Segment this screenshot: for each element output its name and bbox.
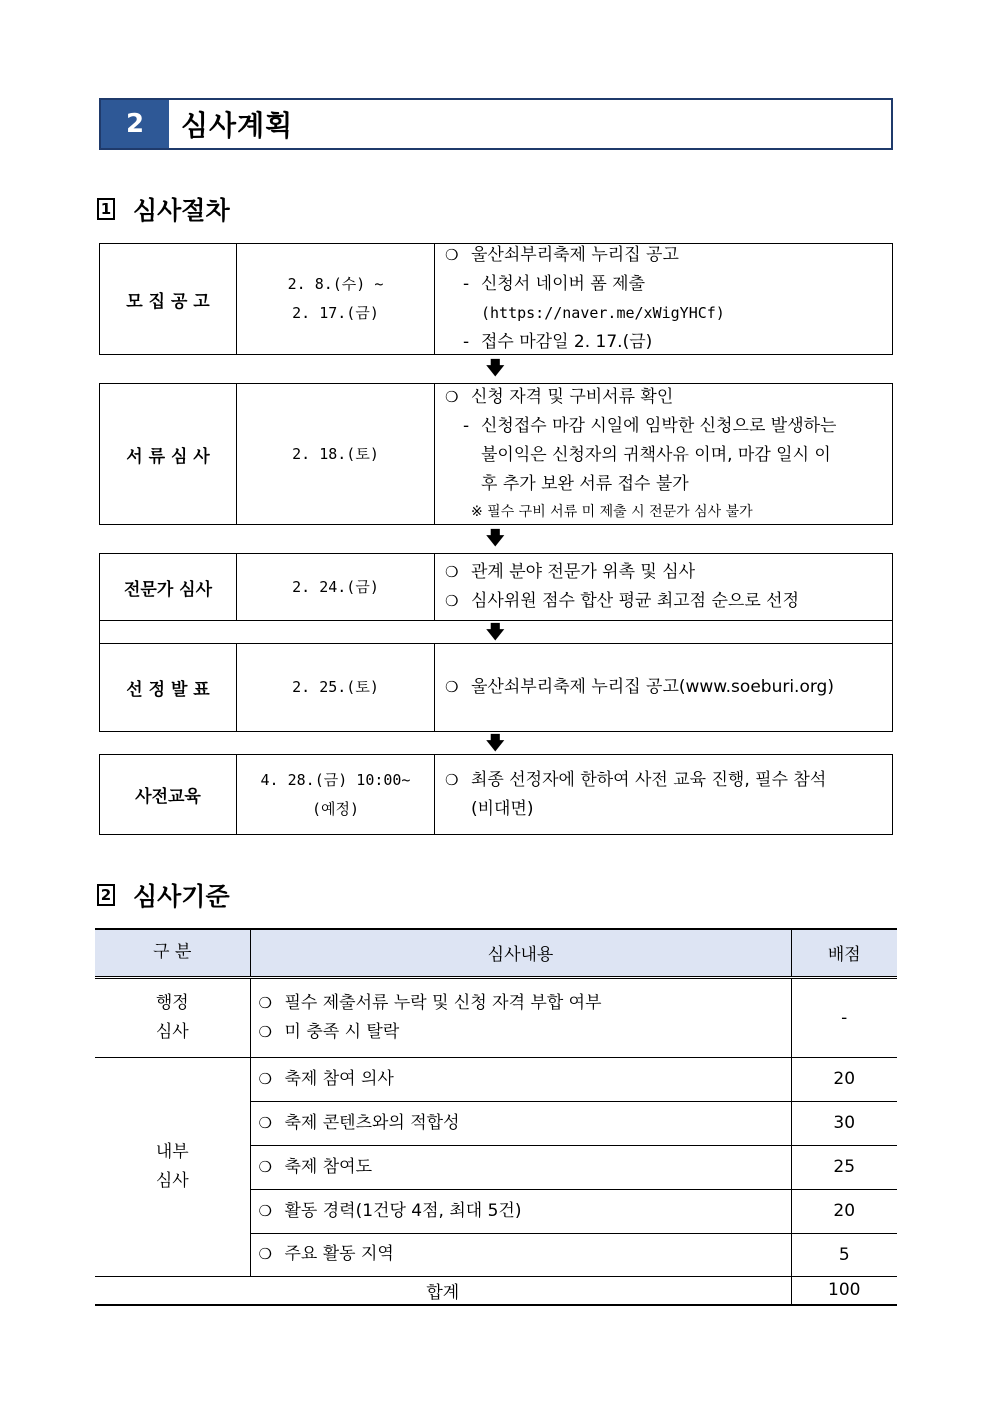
header-content: 심사내용	[250, 929, 791, 977]
heading-number-box: 1	[97, 198, 115, 220]
procedure-heading-text: 심사절차	[133, 196, 230, 225]
circle-bullet-icon: ❍	[445, 592, 459, 610]
procedure-heading	[97, 191, 230, 227]
category-line: 심사	[155, 1170, 189, 1191]
circle-bullet-icon: ❍	[258, 1069, 272, 1088]
score-cell: 25	[791, 1145, 897, 1189]
score-cell: 5	[791, 1233, 897, 1276]
criteria-item: 축제 참여 의사	[284, 1068, 394, 1089]
criteria-item: 축제 콘텐츠와의 적합성	[284, 1112, 460, 1133]
table-row	[95, 1057, 897, 1101]
score-cell: -	[791, 977, 897, 1057]
step-name: 선 정 발 표	[100, 644, 237, 731]
step-name: 전문가 심사	[100, 554, 237, 620]
section-title: 심사계획	[181, 109, 294, 142]
circle-bullet-icon: ❍	[445, 563, 459, 581]
step-note: ※ 필수 구비 서류 미 제출 시 전문가 심사 불가	[471, 504, 753, 520]
content-cell	[250, 1233, 791, 1276]
table-row	[95, 977, 897, 1057]
step-content	[435, 755, 892, 834]
step-date	[237, 644, 435, 731]
circle-bullet-icon: ❍	[445, 770, 459, 789]
procedure-step-expert-review	[99, 553, 893, 621]
step-name: 모 집 공 고	[100, 244, 237, 354]
header-category: 구 분	[95, 929, 250, 977]
circle-bullet-icon: ❍	[258, 1157, 272, 1176]
total-score: 100	[791, 1276, 897, 1305]
criteria-heading	[97, 877, 230, 913]
step-date-line: (예정)	[311, 799, 360, 818]
category-cell	[95, 1057, 250, 1276]
step-date-line: 2. 17.(금)	[292, 304, 379, 322]
criteria-table	[95, 928, 897, 1306]
content-cell	[250, 1101, 791, 1145]
step-date-line: 2. 24.(금)	[292, 577, 379, 596]
step-date	[237, 384, 435, 524]
score-cell: 20	[791, 1189, 897, 1233]
step-date-line: 2. 18.(토)	[292, 444, 379, 463]
table-header-row	[95, 929, 897, 977]
procedure-step-pre-education	[99, 754, 893, 835]
step-date-line: 4. 28.(금) 10:00~	[260, 770, 411, 789]
procedure-step-recruit	[99, 243, 893, 355]
step-name: 서 류 심 사	[100, 384, 237, 524]
step-dash-item: 신청접수 마감 시일에 임박한 신청으로 발생하는	[481, 416, 837, 436]
step-date-line: 2. 25.(토)	[292, 678, 379, 696]
step-bullet: 최종 선정자에 한하여 사전 교육 진행, 필수 참석	[471, 769, 827, 790]
step-content: ❍ 울산쇠부리축제 누리집 공고 - 신청서 네이버 폼 제출 (https://naver.me/xWigYHCf) - 접수 마감일 2. 17.(금)	[435, 244, 892, 354]
step-bullet: 울산쇠부리축제 누리집 공고(www.soeburi.org)	[471, 677, 834, 697]
content-cell	[250, 1057, 791, 1101]
circle-bullet-icon: ❍	[258, 1201, 272, 1220]
category-line: 행정	[155, 992, 189, 1013]
criteria-item: 미 충족 시 탈락	[284, 1021, 400, 1042]
content-cell	[250, 977, 791, 1057]
step-bullet: 울산쇠부리축제 누리집 공고	[471, 245, 679, 265]
section-number: 2	[101, 100, 169, 148]
criteria-item: 활동 경력(1건당 4점, 최대 5건)	[284, 1200, 522, 1221]
circle-bullet-icon: ❍	[445, 678, 459, 696]
step-text-line: 후 추가 보완 서류 접수 불가	[481, 474, 689, 494]
step-dash-item: 접수 마감일 2. 17.(금)	[481, 332, 653, 352]
step-content: ❍ 신청 자격 및 구비서류 확인 - 신청접수 마감 시일에 임박한 신청으로 발생하는 불이익은 신청자의 귀책사유 이며, 마감 일시 이 후 추가 보완 서류 접수 불가 ※ 필수 구비 서류 미 제출 시 전문가 심사 불가	[435, 384, 892, 524]
circle-bullet-icon: ❍	[258, 1022, 272, 1041]
step-content	[435, 644, 892, 731]
category-line: 내부	[155, 1141, 189, 1162]
content-cell	[250, 1189, 791, 1233]
circle-bullet-icon: ❍	[445, 388, 459, 406]
heading-number-box: 2	[97, 884, 115, 906]
criteria-item: 필수 제출서류 누락 및 신청 자격 부합 여부	[284, 992, 602, 1013]
score-cell: 20	[791, 1057, 897, 1101]
step-content	[435, 554, 892, 620]
step-bullet: 관계 분야 전문가 위촉 및 심사	[471, 562, 696, 582]
table-total-row	[95, 1276, 897, 1305]
circle-bullet-icon: ❍	[258, 993, 272, 1012]
step-text-line: 불이익은 신청자의 귀책사유 이며, 마감 일시 이	[481, 445, 831, 465]
down-arrow-icon: 🡇	[486, 528, 505, 549]
step-bullet: 신청 자격 및 구비서류 확인	[471, 387, 674, 407]
circle-bullet-icon: ❍	[258, 1245, 272, 1263]
criteria-item: 주요 활동 지역	[284, 1244, 394, 1264]
step-dash-item: 신청서 네이버 폼 제출	[481, 274, 646, 294]
procedure-step-document-review	[99, 383, 893, 525]
down-arrow-icon: 🡇	[486, 358, 505, 379]
procedure-step-announcement	[99, 643, 893, 732]
section-header	[99, 98, 893, 150]
category-line: 심사	[155, 1021, 189, 1042]
form-url-link[interactable]: (https://naver.me/xWigYHCf)	[481, 304, 725, 322]
step-name: 사전교육	[100, 755, 237, 834]
criteria-heading-text: 심사기준	[133, 882, 230, 911]
step-text-line: (비대면)	[471, 798, 534, 819]
criteria-item: 축제 참여도	[284, 1156, 373, 1177]
step-date-line: 2. 8.(수) ~	[287, 275, 384, 293]
category-cell	[95, 977, 250, 1057]
step-date	[237, 554, 435, 620]
step-date	[237, 244, 435, 354]
step-bullet: 심사위원 점수 합산 평균 최고점 순으로 선정	[471, 591, 800, 611]
score-cell: 30	[791, 1101, 897, 1145]
down-arrow-icon: 🡇	[486, 622, 505, 643]
circle-bullet-icon: ❍	[258, 1113, 272, 1132]
header-score: 배점	[791, 929, 897, 977]
content-cell	[250, 1145, 791, 1189]
total-label: 합계	[95, 1276, 791, 1305]
circle-bullet-icon: ❍	[445, 246, 459, 264]
step-date	[237, 755, 435, 834]
down-arrow-icon: 🡇	[486, 733, 505, 754]
